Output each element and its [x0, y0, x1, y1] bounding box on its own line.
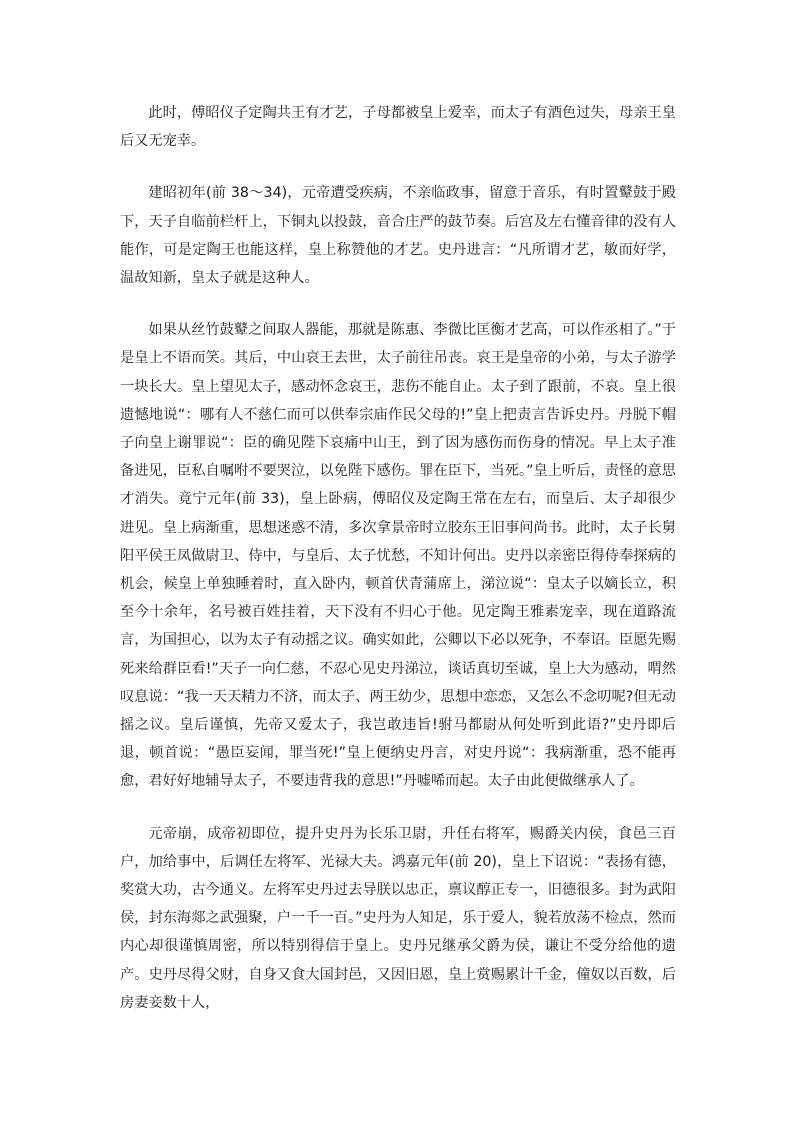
paragraph-spacer	[120, 796, 676, 820]
paragraph-3: 如果从丝竹鼓鼙之间取人器能，那就是陈惠、李微比匡衡才艺高，可以作丞相了。”于是皇上不语而笑。其后，中山哀王去世，太子前往吊丧。哀王是皇帝的小弟，与太子游学一块长大。皇上望见太子，感动怀念哀王，悲伤不能自止。太子到了跟前，不哀。皇上很遗憾地说“：哪有人不慈仁而可以供奉宗庙作民父母的!”皇上把责言告诉史丹。丹脱下帽子向皇上谢罪说“：臣的确见陛下哀痛中山王，到了因为感伤而伤身的情况。早上太子准备进见，臣私自嘱咐不要哭泣，以免陛下感伤。罪在臣下，当死。”皇上听后，责怪的意思才消失。竟宁元年(前 33)，皇上卧病，傅昭仪及定陶王常在左右，而皇后、太子却很少进见。皇上病渐重，思想迷惑不清，多次拿景帝时立胶东王旧事问尚书。此时，太子长舅阳平侯王凤做尉卫、侍中，与皇后、太子忧愁，不知计何出。史丹以亲密臣得侍奉探病的机会，候皇上单独睡着时，直入卧内，顿首伏青蒲席上，涕泣说“：皇太子以嫡长立，积至今十余年，名号被百姓挂着，天下没有不归心于他。见定陶王雅素宠幸，现在道路流言，为国担心，以为太子有动摇之议。确实如此，公卿以下必以死争，不奉诏。臣愿先赐死来给群臣看!”天子一向仁慈，不忍心见史丹涕泣，谈话真切至诚，皇上大为感动，喟然叹息说：“我一天天精力不济，而太子、两王幼少，思想中恋恋，又怎么不念叨呢?但无动摇之议。皇后谨慎，先帝又爱太子，我岂敢违旨!驸马都尉从何处听到此语?”史丹即后退，顿首说：“愚臣妄闻，罪当死!”皇上便纳史丹言，对史丹说“：我病渐重，恐不能再愈，君好好地辅导太子，不要违背我的意思!”丹嘘唏而起。太子由此便做继承人了。	[120, 322, 676, 790]
paragraph-spacer	[120, 155, 676, 179]
paragraph-spacer	[120, 292, 676, 316]
paragraph-2: 建昭初年(前 38～34)，元帝遭受疾病，不亲临政事，留意于音乐，有时置鼙鼓于殿下，天子自临前栏杆上，下铜丸以投鼓，音合庄严的鼓节奏。后宫及左右懂音律的没有人能作，可是定陶王也能这样，皇上称赞他的才艺。史丹进言：“凡所谓才艺，敏而好学，温故知新，皇太子就是这种人。	[120, 185, 676, 287]
paragraph-1: 此时，傅昭仪子定陶共王有才艺，子母都被皇上爱幸，而太子有酒色过失，母亲王皇后又无宠幸。	[120, 105, 676, 150]
document-body	[120, 99, 676, 1017]
paragraph-4: 元帝崩，成帝初即位，提升史丹为长乐卫尉，升任右将军，赐爵关内侯，食邑三百户，加给事中，后调任左将军、光禄大夫。鸿嘉元年(前 20)，皇上下诏说：“表扬有德，奖赏大功，古今通义。左将军史丹过去导朕以忠正，禀议醇正专一，旧德很多。封为武阳侯，封东海郯之武强聚，户一千一百。”史丹为人知足，乐于爱人，貌若放荡不检点，然而内心却很谨慎周密，所以特别得信于皇上。史丹兄继承父爵为侯，谦让不受分给他的遗产。史丹尽得父财，自身又食大国封邑，又因旧恩，皇上赏赐累计千金，僮奴以百数，后房妻妾数十人，	[120, 825, 676, 1011]
